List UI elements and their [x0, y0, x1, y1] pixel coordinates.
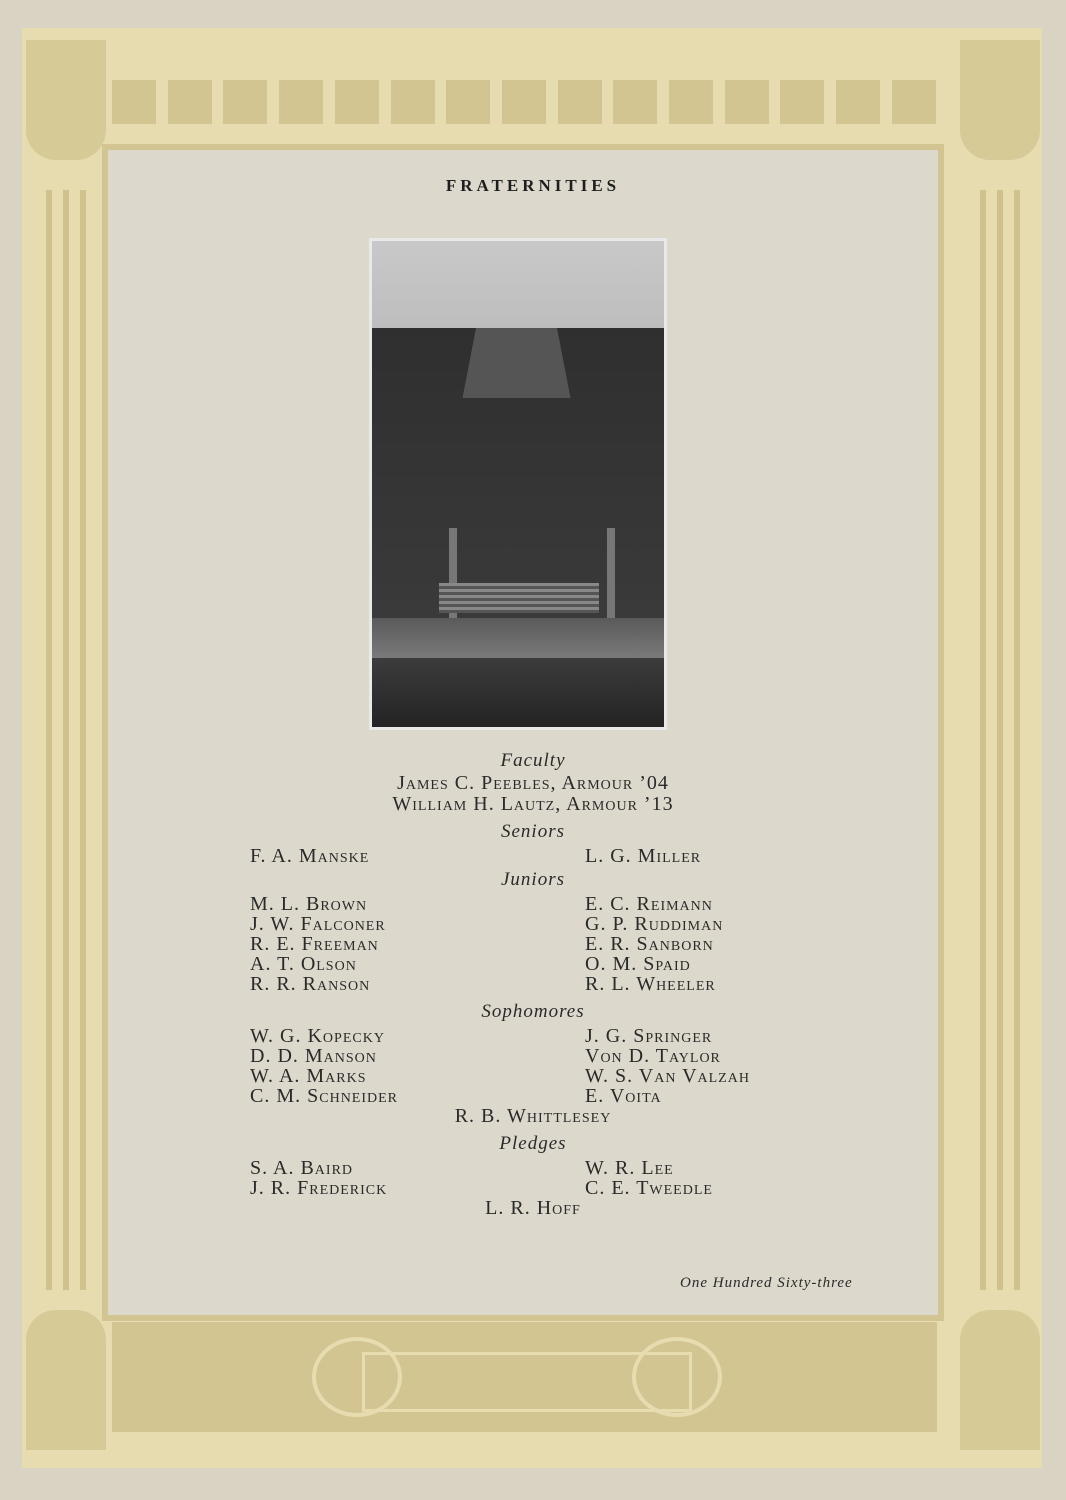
- sophomores-heading: Sophomores: [481, 1001, 585, 1022]
- junior-name: R. L. Wheeler: [585, 973, 716, 995]
- page-title: FRATERNITIES: [445, 176, 621, 195]
- pledge-name: C. E. Tweedle: [585, 1177, 713, 1199]
- top-ornament-band: [110, 78, 938, 130]
- sophomore-name: W. A. Marks: [250, 1065, 367, 1087]
- sophomore-name: R. B. Whittlesey: [454, 1105, 612, 1127]
- page-number: One Hundred Sixty-three: [680, 1275, 853, 1291]
- seniors-heading: Seniors: [501, 821, 565, 842]
- right-ornament-pillar: [960, 40, 1040, 1450]
- pledge-name: W. R. Lee: [585, 1157, 674, 1179]
- bottom-ornament-band: [112, 1322, 937, 1432]
- junior-name: R. R. Ranson: [250, 973, 371, 995]
- faculty-member: William H. Lautz, Armour ’13: [392, 793, 674, 815]
- left-ornament-pillar: [26, 40, 106, 1450]
- senior-name: F. A. Manske: [250, 845, 370, 867]
- pledge-name: S. A. Baird: [250, 1157, 354, 1179]
- junior-name: O. M. Spaid: [585, 953, 691, 975]
- pledge-name: L. R. Hoff: [485, 1197, 581, 1219]
- faculty-member: James C. Peebles, Armour ’04: [397, 772, 669, 794]
- pledge-name: J. R. Frederick: [250, 1177, 388, 1199]
- pledges-heading: Pledges: [499, 1133, 567, 1154]
- sophomore-name: W. G. Kopecky: [250, 1025, 385, 1047]
- junior-name: E. R. Sanborn: [585, 933, 714, 955]
- sophomore-name: D. D. Manson: [250, 1045, 377, 1067]
- junior-name: R. E. Freeman: [250, 933, 379, 955]
- sophomore-name: C. M. Schneider: [250, 1085, 399, 1107]
- junior-name: G. P. Ruddiman: [585, 913, 724, 935]
- fraternity-house-photo: [369, 238, 667, 730]
- sophomore-name: W. S. Van Valzah: [585, 1065, 750, 1087]
- sophomore-name: J. G. Springer: [585, 1025, 713, 1047]
- sophomore-name: Von D. Taylor: [585, 1045, 721, 1067]
- junior-name: E. C. Reimann: [585, 893, 713, 915]
- senior-name: L. G. Miller: [585, 845, 702, 867]
- sophomore-name: E. Voita: [585, 1085, 662, 1107]
- junior-name: A. T. Olson: [250, 953, 357, 975]
- junior-name: J. W. Falconer: [250, 913, 386, 935]
- faculty-heading: Faculty: [500, 750, 566, 771]
- junior-name: M. L. Brown: [250, 893, 368, 915]
- juniors-heading: Juniors: [501, 869, 565, 890]
